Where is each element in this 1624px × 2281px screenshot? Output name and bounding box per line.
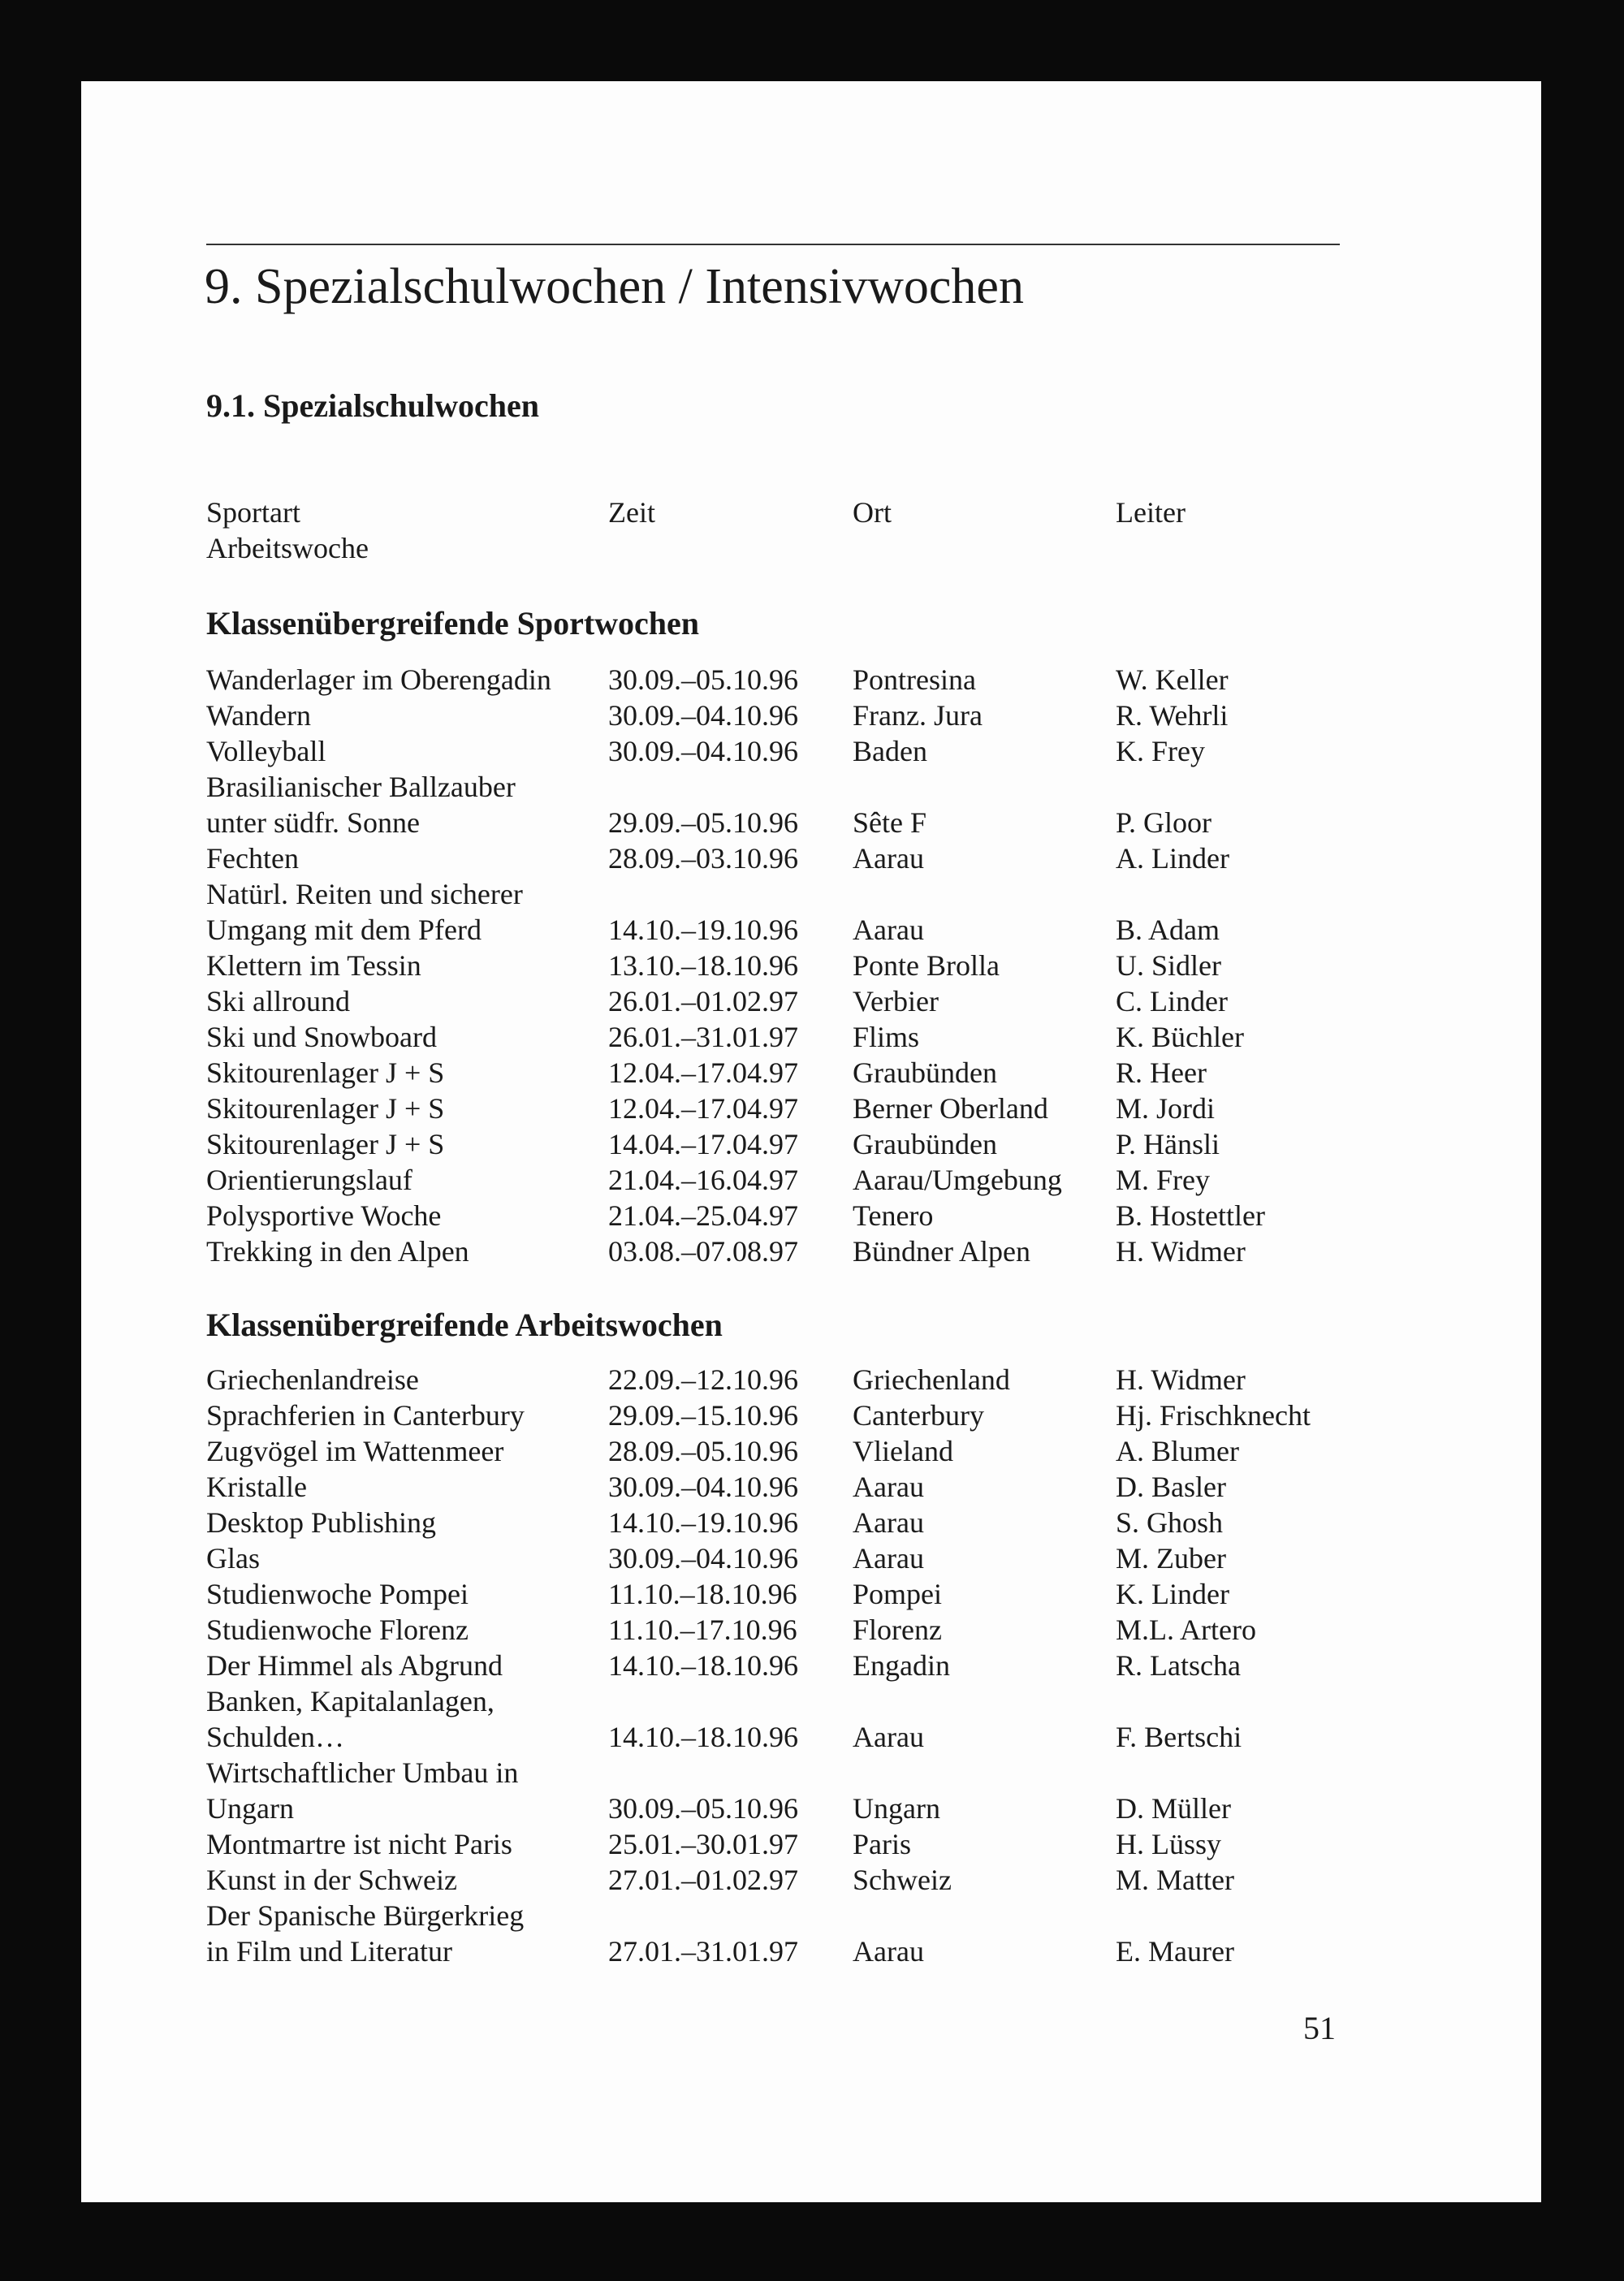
cell-ort: Aarau xyxy=(853,1471,924,1503)
cell-name: Der Spanische Bürgerkrieg xyxy=(206,1899,525,1932)
table-row xyxy=(0,1469,1624,1505)
cell-name: Natürl. Reiten und sicherer xyxy=(206,878,523,910)
table-row xyxy=(0,1826,1624,1862)
cell-ort: Aarau xyxy=(853,1542,924,1575)
table-row xyxy=(0,1683,1624,1719)
cell-ort: Vlieland xyxy=(853,1435,953,1467)
cell-leiter: K. Frey xyxy=(1116,735,1205,767)
cell-name: Banken, Kapitalanlagen, xyxy=(206,1685,495,1717)
table-row xyxy=(0,698,1624,733)
cell-name: Zugvögel im Wattenmeer xyxy=(206,1435,504,1467)
table-row xyxy=(0,662,1624,698)
cell-leiter: M. Zuber xyxy=(1116,1542,1226,1575)
cell-name: unter südfr. Sonne xyxy=(206,806,420,839)
cell-ort: Aarau xyxy=(853,1935,924,1968)
cell-ort: Flims xyxy=(853,1021,920,1053)
cell-name: Fechten xyxy=(206,842,299,875)
table-row xyxy=(0,1648,1624,1683)
cell-zeit: 25.01.–30.01.97 xyxy=(608,1828,798,1860)
cell-ort: Aarau xyxy=(853,1721,924,1753)
cell-leiter: C. Linder xyxy=(1116,985,1228,1017)
table-row xyxy=(0,948,1624,983)
cell-leiter: P. Hänsli xyxy=(1116,1128,1220,1160)
cell-leiter: K. Linder xyxy=(1116,1578,1229,1610)
cell-leiter: M.L. Artero xyxy=(1116,1614,1256,1646)
cell-leiter: D. Müller xyxy=(1116,1792,1231,1825)
cell-zeit: 14.10.–19.10.96 xyxy=(608,914,798,946)
table-row xyxy=(0,1791,1624,1826)
cell-ort: Graubünden xyxy=(853,1056,997,1089)
section-heading: Klassenübergreifende Sportwochen xyxy=(206,605,700,642)
cell-leiter: H. Widmer xyxy=(1116,1363,1246,1396)
table-row xyxy=(0,805,1624,840)
cell-name: Ungarn xyxy=(206,1792,294,1825)
cell-leiter: S. Ghosh xyxy=(1116,1506,1224,1539)
cell-ort: Verbier xyxy=(853,985,939,1017)
cell-zeit: 30.09.–05.10.96 xyxy=(608,1792,798,1825)
cell-name: Studienwoche Florenz xyxy=(206,1614,469,1646)
cell-ort: Ungarn xyxy=(853,1792,940,1825)
table-row xyxy=(0,1198,1624,1233)
table-row xyxy=(0,1398,1624,1433)
table-row xyxy=(0,1933,1624,1969)
cell-name: Trekking in den Alpen xyxy=(206,1235,469,1268)
cell-zeit: 12.04.–17.04.97 xyxy=(608,1056,798,1089)
cell-name: Orientierungslauf xyxy=(206,1164,412,1196)
table-row xyxy=(0,1862,1624,1898)
cell-leiter: R. Latscha xyxy=(1116,1649,1241,1682)
cell-leiter: B. Hostettler xyxy=(1116,1199,1265,1232)
table-row xyxy=(0,1719,1624,1755)
table-row xyxy=(0,1540,1624,1576)
table-row xyxy=(0,1162,1624,1198)
column-header-leiter: Leiter xyxy=(1116,496,1186,529)
cell-leiter: R. Wehrli xyxy=(1116,699,1229,732)
table-row xyxy=(0,1755,1624,1791)
column-header-zeit: Zeit xyxy=(608,496,655,529)
cell-ort: Florenz xyxy=(853,1614,942,1646)
cell-leiter: Hj. Frischknecht xyxy=(1116,1399,1311,1432)
cell-zeit: 27.01.–01.02.97 xyxy=(608,1864,798,1896)
cell-name: Volleyball xyxy=(206,735,326,767)
cell-ort: Engadin xyxy=(853,1649,950,1682)
cell-zeit: 03.08.–07.08.97 xyxy=(608,1235,798,1268)
cell-leiter: A. Blumer xyxy=(1116,1435,1239,1467)
cell-zeit: 28.09.–03.10.96 xyxy=(608,842,798,875)
cell-ort: Pompei xyxy=(853,1578,943,1610)
cell-zeit: 11.10.–17.10.96 xyxy=(608,1614,797,1646)
cell-zeit: 22.09.–12.10.96 xyxy=(608,1363,798,1396)
cell-leiter: A. Linder xyxy=(1116,842,1229,875)
cell-ort: Paris xyxy=(853,1828,911,1860)
cell-name: Skitourenlager J + S xyxy=(206,1056,445,1089)
cell-ort: Ponte Brolla xyxy=(853,949,1000,982)
cell-name: Kristalle xyxy=(206,1471,307,1503)
table-row xyxy=(0,1362,1624,1398)
column-header-arbeitswoche: Arbeitswoche xyxy=(206,532,369,564)
cell-leiter: W. Keller xyxy=(1116,663,1229,696)
cell-zeit: 14.04.–17.04.97 xyxy=(608,1128,798,1160)
cell-leiter: H. Widmer xyxy=(1116,1235,1246,1268)
table-row xyxy=(0,1898,1624,1933)
table-row xyxy=(0,1091,1624,1126)
cell-zeit: 11.10.–18.10.96 xyxy=(608,1578,797,1610)
cell-ort: Aarau/Umgebung xyxy=(853,1164,1062,1196)
table-row xyxy=(0,983,1624,1019)
cell-zeit: 30.09.–04.10.96 xyxy=(608,699,798,732)
cell-leiter: D. Basler xyxy=(1116,1471,1226,1503)
cell-zeit: 26.01.–01.02.97 xyxy=(608,985,798,1017)
table-row xyxy=(0,1019,1624,1055)
cell-name: Skitourenlager J + S xyxy=(206,1092,445,1125)
table-row xyxy=(0,1233,1624,1269)
cell-zeit: 14.10.–18.10.96 xyxy=(608,1721,798,1753)
cell-zeit: 14.10.–18.10.96 xyxy=(608,1649,798,1682)
cell-name: Montmartre ist nicht Paris xyxy=(206,1828,512,1860)
cell-name: Kunst in der Schweiz xyxy=(206,1864,457,1896)
cell-zeit: 29.09.–15.10.96 xyxy=(608,1399,798,1432)
table-row xyxy=(0,1433,1624,1469)
cell-ort: Baden xyxy=(853,735,927,767)
cell-leiter: H. Lüssy xyxy=(1116,1828,1222,1860)
cell-ort: Franz. Jura xyxy=(853,699,983,732)
table-row xyxy=(0,1126,1624,1162)
cell-ort: Berner Oberland xyxy=(853,1092,1048,1125)
cell-zeit: 30.09.–05.10.96 xyxy=(608,663,798,696)
cell-ort: Aarau xyxy=(853,842,924,875)
cell-leiter: K. Büchler xyxy=(1116,1021,1244,1053)
cell-zeit: 27.01.–31.01.97 xyxy=(608,1935,798,1968)
cell-zeit: 21.04.–25.04.97 xyxy=(608,1199,798,1232)
cell-zeit: 30.09.–04.10.96 xyxy=(608,735,798,767)
cell-name: Schulden… xyxy=(206,1721,344,1753)
cell-leiter: E. Maurer xyxy=(1116,1935,1234,1968)
cell-zeit: 13.10.–18.10.96 xyxy=(608,949,798,982)
cell-ort: Bündner Alpen xyxy=(853,1235,1030,1268)
cell-zeit: 28.09.–05.10.96 xyxy=(608,1435,798,1467)
cell-leiter: F. Bertschi xyxy=(1116,1721,1242,1753)
table-row xyxy=(0,840,1624,876)
cell-ort: Griechenland xyxy=(853,1363,1010,1396)
cell-name: Skitourenlager J + S xyxy=(206,1128,445,1160)
cell-name: Ski und Snowboard xyxy=(206,1021,438,1053)
cell-name: Ski allround xyxy=(206,985,350,1017)
column-header-sportart: Sportart xyxy=(206,496,300,529)
cell-name: in Film und Literatur xyxy=(206,1935,452,1968)
cell-name: Wandern xyxy=(206,699,312,732)
cell-name: Wanderlager im Oberengadin xyxy=(206,663,551,696)
cell-ort: Sête F xyxy=(853,806,927,839)
page-number: 51 xyxy=(1303,2010,1336,2046)
table-row xyxy=(0,769,1624,805)
cell-leiter: U. Sidler xyxy=(1116,949,1221,982)
section-heading: Klassenübergreifende Arbeitswochen xyxy=(206,1307,723,1343)
cell-name: Glas xyxy=(206,1542,260,1575)
table-row xyxy=(0,876,1624,912)
cell-zeit: 26.01.–31.01.97 xyxy=(608,1021,798,1053)
cell-ort: Tenero xyxy=(853,1199,934,1232)
cell-ort: Pontresina xyxy=(853,663,976,696)
cell-name: Brasilianischer Ballzauber xyxy=(206,771,516,803)
cell-name: Sprachferien in Canterbury xyxy=(206,1399,525,1432)
cell-leiter: P. Gloor xyxy=(1116,806,1212,839)
cell-name: Studienwoche Pompei xyxy=(206,1578,469,1610)
table-row xyxy=(0,1055,1624,1091)
column-header-ort: Ort xyxy=(853,496,892,529)
cell-leiter: M. Frey xyxy=(1116,1164,1210,1196)
section-title: 9.1. Spezialschulwochen xyxy=(206,387,540,424)
cell-name: Klettern im Tessin xyxy=(206,949,421,982)
cell-zeit: 30.09.–04.10.96 xyxy=(608,1471,798,1503)
cell-ort: Schweiz xyxy=(853,1864,952,1896)
chapter-title: 9. Spezialschulwochen / Intensivwochen xyxy=(205,259,1024,314)
cell-leiter: B. Adam xyxy=(1116,914,1220,946)
cell-ort: Aarau xyxy=(853,1506,924,1539)
cell-name: Wirtschaftlicher Umbau in xyxy=(206,1756,519,1789)
cell-ort: Aarau xyxy=(853,914,924,946)
header-rule xyxy=(206,244,1340,245)
table-row xyxy=(0,1505,1624,1540)
cell-ort: Canterbury xyxy=(853,1399,984,1432)
table-row xyxy=(0,1576,1624,1612)
cell-zeit: 21.04.–16.04.97 xyxy=(608,1164,798,1196)
cell-zeit: 14.10.–19.10.96 xyxy=(608,1506,798,1539)
cell-name: Desktop Publishing xyxy=(206,1506,437,1539)
cell-leiter: M. Matter xyxy=(1116,1864,1234,1896)
cell-leiter: M. Jordi xyxy=(1116,1092,1216,1125)
cell-zeit: 29.09.–05.10.96 xyxy=(608,806,798,839)
cell-name: Der Himmel als Abgrund xyxy=(206,1649,503,1682)
cell-name: Polysportive Woche xyxy=(206,1199,442,1232)
cell-zeit: 12.04.–17.04.97 xyxy=(608,1092,798,1125)
cell-ort: Graubünden xyxy=(853,1128,997,1160)
table-row xyxy=(0,733,1624,769)
cell-leiter: R. Heer xyxy=(1116,1056,1207,1089)
cell-zeit: 30.09.–04.10.96 xyxy=(608,1542,798,1575)
cell-name: Griechenlandreise xyxy=(206,1363,419,1396)
table-row xyxy=(0,1612,1624,1648)
table-row xyxy=(0,912,1624,948)
cell-name: Umgang mit dem Pferd xyxy=(206,914,482,946)
